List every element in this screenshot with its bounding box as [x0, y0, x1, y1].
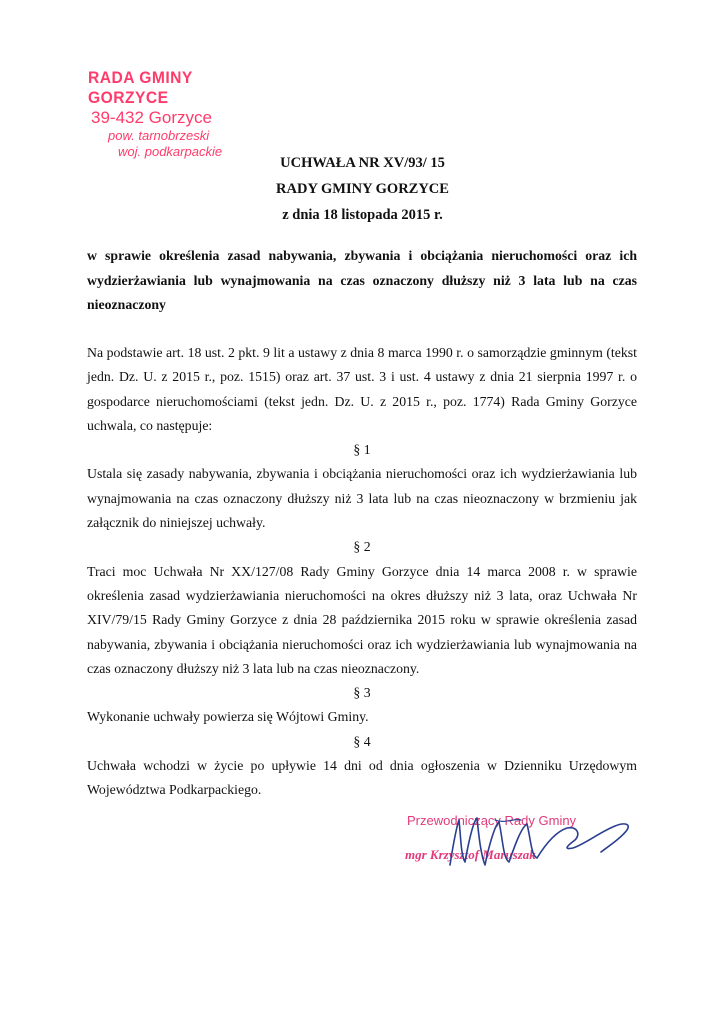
section-mark-4: § 4 [353, 733, 371, 749]
section-text-1: Ustala się zasady nabywania, zbywania i obciążania nieruchomości oraz ich wydzierżawiania lub wynajmowania na czas oznaczony dłuższy niż 3 lata lub na czas nieoznaczony w brzmieniu jak załącznik do niniejszej uchwały. [87, 466, 637, 531]
stamp-line-council-name: RADA GMINY GORZYCE [88, 68, 193, 107]
section-text-2: Traci moc Uchwała Nr XX/127/08 Rady Gminy Gorzyce dnia 14 marca 2008 r. w sprawie określenia zasad wydzierżawiania nieruchomości na okres dłuższy niż 3 lata, oraz Uchwała Nr XIV/79/15 Rady Gminy Gorzyce z dnia 28 października 2015 roku w sprawie określenia zasad nabywania, zbywania i obciążania nieruchomości oraz ich wydzierżawiania lub wynajmowania na czas oznaczony dłuższy niż 3 lata lub na czas nieoznaczony. [87, 563, 637, 676]
resolution-subject: w sprawie określenia zasad nabywania, zbywania i obciążania nieruchomości oraz ich wydzierżawiania lub wynajmowania na czas oznaczony dłuższy niż 3 lata lub na czas nieoznaczony [87, 248, 637, 312]
section-text-3: Wykonanie uchwały powierza się Wójtowi Gminy. [87, 709, 369, 725]
resolution-date: z dnia 18 listopada 2015 r. [282, 207, 443, 223]
resolution-issuer: RADY GMINY GORZYCE [276, 181, 449, 197]
section-mark-1: § 1 [353, 442, 371, 458]
stamp-line-province: woj. podkarpackie [118, 144, 223, 159]
chairman-signature-block [395, 810, 640, 880]
signature-stamp-title: Przewodniczący Rady Gminy [407, 813, 577, 828]
section-mark-3: § 3 [353, 685, 371, 701]
council-stamp [88, 68, 288, 160]
section-text-4: Uchwała wchodzi w życie po upływie 14 dni od dnia ogłoszenia w Dzienniku Urzędowym Województwa Podkarpackiego. [87, 758, 637, 798]
resolution-number: UCHWAŁA NR XV/93/ 15 [280, 155, 445, 171]
stamp-line-district: pow. tarnobrzeski [108, 128, 210, 143]
resolution-body [87, 341, 637, 803]
resolution-heading [0, 150, 725, 228]
handwritten-signature-icon [395, 810, 640, 880]
preamble-paragraph: Na podstawie art. 18 ust. 2 pkt. 9 lit a ustawy z dnia 8 marca 1990 r. o samorządzie gminnym (tekst jedn. Dz. U. z 2015 r., poz. 1515) oraz art. 37 ust. 3 i ust. 4 ustawy z dnia 21 sierpnia 1997 r. o gospodarce nieruchomościami (tekst jedn. Dz. U. z 2015 r., poz. 1774) Rada Gminy Gorzyce uchwala, co następuje: [87, 345, 637, 433]
signature-stamp-name: mgr Krzysztof Maruszak [405, 847, 536, 862]
stamp-line-postal-address: 39-432 Gorzyce [91, 108, 212, 127]
section-mark-2: § 2 [353, 539, 371, 555]
